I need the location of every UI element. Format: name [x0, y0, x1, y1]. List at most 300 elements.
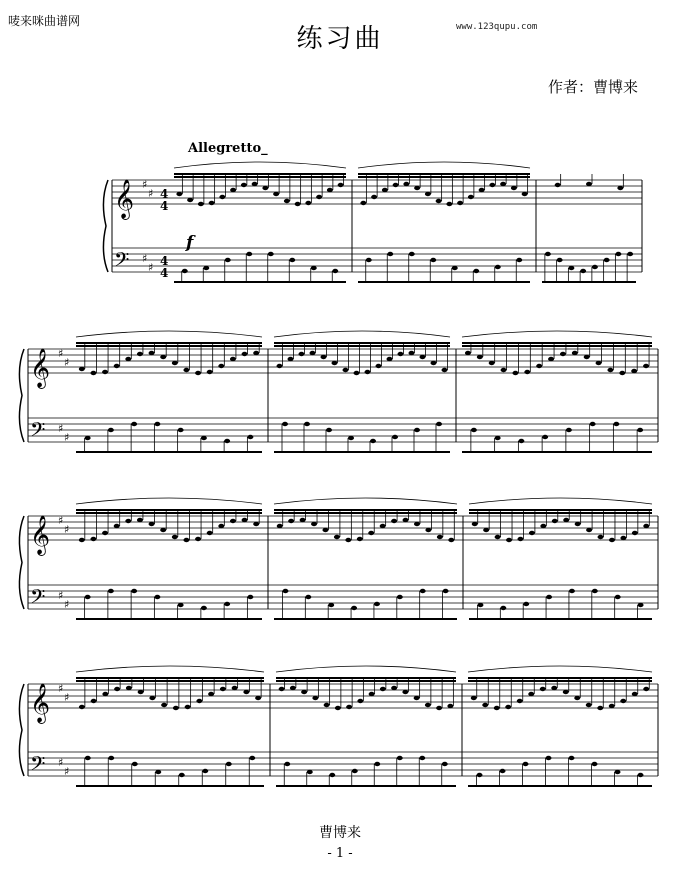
note-head [572, 351, 578, 355]
note-head [247, 435, 253, 439]
note-head [149, 696, 155, 700]
note-head [183, 538, 189, 542]
sharp-icon: ♯ [64, 356, 70, 369]
sharp-icon: ♯ [64, 765, 70, 778]
note-head [345, 538, 351, 542]
note-head [220, 687, 226, 691]
note-head [505, 705, 511, 709]
note-head [137, 518, 143, 522]
note-head [643, 687, 649, 691]
note-head [609, 704, 615, 708]
note-head [149, 522, 155, 526]
note-head [563, 518, 569, 522]
note-head [247, 595, 253, 599]
note-head [471, 696, 477, 700]
sharp-icon: ♯ [58, 422, 64, 435]
note-head [126, 686, 132, 690]
note-head [392, 435, 398, 439]
note-head [279, 687, 285, 691]
note-head [207, 370, 213, 374]
note-head [598, 535, 604, 539]
note-head [327, 188, 333, 192]
note-head [619, 371, 625, 375]
note-head [201, 436, 207, 440]
note-head [366, 258, 372, 262]
note-head [218, 364, 224, 368]
note-head [436, 706, 442, 710]
note-head [448, 538, 454, 542]
note-head [473, 269, 479, 273]
note-head [443, 589, 449, 593]
note-head [607, 368, 613, 372]
note-head [494, 706, 500, 710]
note-head [289, 258, 295, 262]
note-head [90, 371, 96, 375]
note-head [414, 186, 420, 190]
note-head [506, 538, 512, 542]
note-head [179, 773, 185, 777]
slur [469, 498, 652, 504]
note-head [620, 699, 626, 703]
note-head [357, 699, 363, 703]
note-head [436, 199, 442, 203]
system-brace [103, 180, 108, 272]
note-head [102, 531, 108, 535]
note-head [637, 428, 643, 432]
note-head [312, 696, 318, 700]
note-head [632, 692, 638, 696]
note-head [518, 439, 524, 443]
page-number: - 1 - [327, 846, 353, 861]
note-head [393, 183, 399, 187]
sharp-icon: ♯ [148, 187, 154, 200]
note-head [436, 422, 442, 426]
note-head [437, 535, 443, 539]
note-head [615, 252, 621, 256]
note-head [511, 186, 517, 190]
sharp-icon: ♯ [142, 252, 148, 265]
note-head [403, 518, 409, 522]
note-head [586, 528, 592, 532]
note-head [138, 690, 144, 694]
sharp-icon: ♯ [64, 523, 70, 536]
note-head [501, 368, 507, 372]
note-head [414, 428, 420, 432]
note-head [262, 186, 268, 190]
site-url: www.123qupu.com [456, 22, 538, 32]
note-head [360, 201, 366, 205]
note-head [489, 361, 495, 365]
note-head [397, 756, 403, 760]
note-head [338, 183, 344, 187]
note-head [482, 703, 488, 707]
note-head [176, 192, 182, 196]
note-head [563, 690, 569, 694]
note-head [85, 756, 91, 760]
note-head [242, 352, 248, 356]
note-head [495, 535, 501, 539]
note-head [374, 602, 380, 606]
bass-clef-icon: 𝄢 [114, 248, 130, 276]
note-head [310, 351, 316, 355]
note-head [546, 595, 552, 599]
note-head [230, 519, 236, 523]
note-head [160, 355, 166, 359]
treble-clef-icon: 𝄞 [30, 683, 51, 723]
note-head [495, 436, 501, 440]
note-head [178, 603, 184, 607]
bass-clef-icon: 𝄢 [30, 585, 46, 613]
note-head [255, 696, 261, 700]
time-sig-bottom-treble: 4 [160, 199, 169, 213]
note-head [516, 258, 522, 262]
note-head [132, 762, 138, 766]
note-head [288, 357, 294, 361]
note-head [352, 769, 358, 773]
note-head [173, 706, 179, 710]
note-head [108, 428, 114, 432]
note-head [452, 266, 458, 270]
note-head [442, 368, 448, 372]
note-head [638, 773, 644, 777]
note-head [305, 201, 311, 205]
note-head [524, 370, 530, 374]
slur [462, 331, 652, 337]
note-head [230, 188, 236, 192]
note-head [517, 537, 523, 541]
note-head [580, 269, 586, 273]
note-head [300, 518, 306, 522]
note-head [442, 762, 448, 766]
slur [468, 666, 652, 672]
dynamic-forte: f [186, 233, 194, 253]
note-head [202, 769, 208, 773]
note-head [472, 522, 478, 526]
note-head [365, 370, 371, 374]
note-head [414, 522, 420, 526]
note-head [457, 201, 463, 205]
note-head [374, 762, 380, 766]
note-head [195, 537, 201, 541]
note-head [483, 528, 489, 532]
note-head [125, 519, 131, 523]
note-head [517, 699, 523, 703]
note-head [288, 519, 294, 523]
note-head [409, 252, 415, 256]
treble-clef-icon: 𝄞 [30, 515, 51, 555]
note-head [172, 361, 178, 365]
note-head [290, 686, 296, 690]
note-head [430, 258, 436, 262]
note-head [596, 361, 602, 365]
note-head [528, 692, 534, 696]
note-head [346, 705, 352, 709]
note-head [425, 528, 431, 532]
note-head [232, 686, 238, 690]
note-head [328, 603, 334, 607]
slur [76, 666, 264, 672]
note-head [620, 536, 626, 540]
note-head [149, 351, 155, 355]
note-head [387, 357, 393, 361]
note-head [477, 603, 483, 607]
note-head [307, 770, 313, 774]
note-head [371, 195, 377, 199]
note-head [489, 183, 495, 187]
note-head [332, 361, 338, 365]
note-head [273, 192, 279, 196]
note-head [79, 367, 85, 371]
note-head [326, 428, 332, 432]
note-head [343, 368, 349, 372]
note-head [241, 183, 247, 187]
time-sig-top-treble: 4 [160, 187, 169, 201]
note-head [477, 773, 483, 777]
note-head [218, 524, 224, 528]
note-head [584, 355, 590, 359]
note-head [282, 422, 288, 426]
time-sig-top-bass: 4 [160, 254, 169, 268]
note-head [207, 531, 213, 535]
note-head [403, 182, 409, 186]
slur [274, 331, 450, 337]
note-head [376, 364, 382, 368]
note-head [354, 371, 360, 375]
note-head [471, 428, 477, 432]
note-head [592, 589, 598, 593]
note-head [311, 266, 317, 270]
note-head [225, 258, 231, 262]
note-head [161, 703, 167, 707]
note-head [643, 364, 649, 368]
note-head [114, 524, 120, 528]
site-name: 唛来咪曲谱网 [8, 14, 81, 28]
note-head [398, 352, 404, 356]
note-head [282, 589, 288, 593]
note-head [316, 195, 322, 199]
slur [358, 162, 530, 168]
note-head [609, 538, 615, 542]
note-head [419, 756, 425, 760]
note-head [195, 371, 201, 375]
note-head [575, 522, 581, 526]
system-brace [19, 349, 24, 442]
note-head [590, 422, 596, 426]
note-head [321, 355, 327, 359]
note-head [425, 192, 431, 196]
note-head [409, 351, 415, 355]
note-head [615, 770, 621, 774]
note-head [185, 705, 191, 709]
sharp-icon: ♯ [58, 682, 64, 695]
slur [174, 162, 346, 168]
note-head [425, 703, 431, 707]
note-head [500, 606, 506, 610]
note-head [380, 687, 386, 691]
note-head [357, 537, 363, 541]
note-head [79, 538, 85, 542]
note-head [208, 692, 214, 696]
note-head [301, 690, 307, 694]
note-head [500, 769, 506, 773]
note-head [85, 436, 91, 440]
note-head [495, 265, 501, 269]
note-head [638, 603, 644, 607]
sharp-icon: ♯ [58, 589, 64, 602]
note-head [305, 595, 311, 599]
slur [76, 331, 262, 337]
note-head [160, 528, 166, 532]
note-head [540, 524, 546, 528]
note-head [387, 252, 393, 256]
note-head [131, 422, 137, 426]
note-head [102, 692, 108, 696]
note-head [627, 252, 633, 256]
note-head [348, 436, 354, 440]
note-head [465, 351, 471, 355]
note-head [253, 522, 259, 526]
note-head [617, 186, 623, 190]
note-head [592, 265, 598, 269]
note-head [382, 188, 388, 192]
note-head [155, 770, 161, 774]
note-head [369, 692, 375, 696]
note-head [569, 756, 575, 760]
note-head [523, 602, 529, 606]
note-head [178, 428, 184, 432]
note-head [131, 589, 137, 593]
note-head [631, 369, 637, 373]
treble-clef-icon: 𝄞 [114, 179, 135, 219]
note-head [447, 704, 453, 708]
note-head [536, 364, 542, 368]
note-head [574, 696, 580, 700]
note-head [277, 364, 283, 368]
note-head [154, 422, 160, 426]
note-head [500, 182, 506, 186]
slur [274, 498, 457, 504]
treble-clef-icon: 𝄞 [30, 348, 51, 388]
note-head [196, 699, 202, 703]
note-head [172, 535, 178, 539]
note-head [557, 258, 563, 262]
note-head [304, 422, 310, 426]
note-head [284, 762, 290, 766]
note-head [335, 706, 341, 710]
sharp-icon: ♯ [58, 514, 64, 527]
note-head [295, 202, 301, 206]
note-head [125, 357, 131, 361]
note-head [268, 252, 274, 256]
time-sig-bottom-bass: 4 [160, 266, 169, 280]
note-head [322, 528, 328, 532]
note-head [370, 439, 376, 443]
note-head [632, 531, 638, 535]
composer-credit: 作者：曹博来 [548, 78, 639, 96]
note-head [252, 182, 258, 186]
note-head [332, 269, 338, 273]
note-head [137, 352, 143, 356]
note-head [569, 589, 575, 593]
note-head [546, 756, 552, 760]
note-head [545, 252, 551, 256]
note-head [203, 266, 209, 270]
note-head [334, 535, 340, 539]
note-head [380, 524, 386, 528]
note-head [522, 192, 528, 196]
note-head [246, 252, 252, 256]
note-head [299, 352, 305, 356]
sharp-icon: ♯ [142, 178, 148, 191]
note-head [114, 687, 120, 691]
note-head [368, 531, 374, 535]
note-head [351, 606, 357, 610]
note-head [615, 595, 621, 599]
note-head [209, 201, 215, 205]
note-head [586, 182, 592, 186]
note-head [420, 355, 426, 359]
note-head [391, 519, 397, 523]
note-head [446, 202, 452, 206]
note-head [198, 202, 204, 206]
note-head [224, 602, 230, 606]
tempo-marking: Allegretto_ [188, 141, 268, 156]
note-head [219, 195, 225, 199]
note-head [529, 531, 535, 535]
note-head [552, 519, 558, 523]
note-head [108, 756, 114, 760]
note-head [108, 589, 114, 593]
slur [276, 666, 456, 672]
note-head [420, 589, 426, 593]
note-head [414, 696, 420, 700]
sharp-icon: ♯ [64, 431, 70, 444]
note-head [477, 355, 483, 359]
system-brace [19, 684, 24, 776]
note-head [402, 690, 408, 694]
note-head [183, 368, 189, 372]
note-head [586, 703, 592, 707]
note-head [604, 258, 610, 262]
note-head [597, 706, 603, 710]
note-head [540, 687, 546, 691]
note-head [243, 690, 249, 694]
note-head [311, 522, 317, 526]
note-head [201, 606, 207, 610]
note-head [592, 762, 598, 766]
note-head [397, 595, 403, 599]
sharp-icon: ♯ [58, 756, 64, 769]
note-head [277, 524, 283, 528]
note-head [523, 762, 529, 766]
note-head [542, 435, 548, 439]
note-head [79, 705, 85, 709]
note-head [613, 422, 619, 426]
note-head [90, 537, 96, 541]
note-head [187, 198, 193, 202]
note-head [468, 195, 474, 199]
note-head [85, 595, 91, 599]
sharp-icon: ♯ [64, 691, 70, 704]
sharp-icon: ♯ [58, 347, 64, 360]
note-head [548, 357, 554, 361]
note-head [512, 371, 518, 375]
note-head [114, 364, 120, 368]
footer-author: 曹博来 [319, 825, 361, 841]
note-head [91, 699, 97, 703]
note-head [551, 686, 557, 690]
note-head [182, 269, 188, 273]
